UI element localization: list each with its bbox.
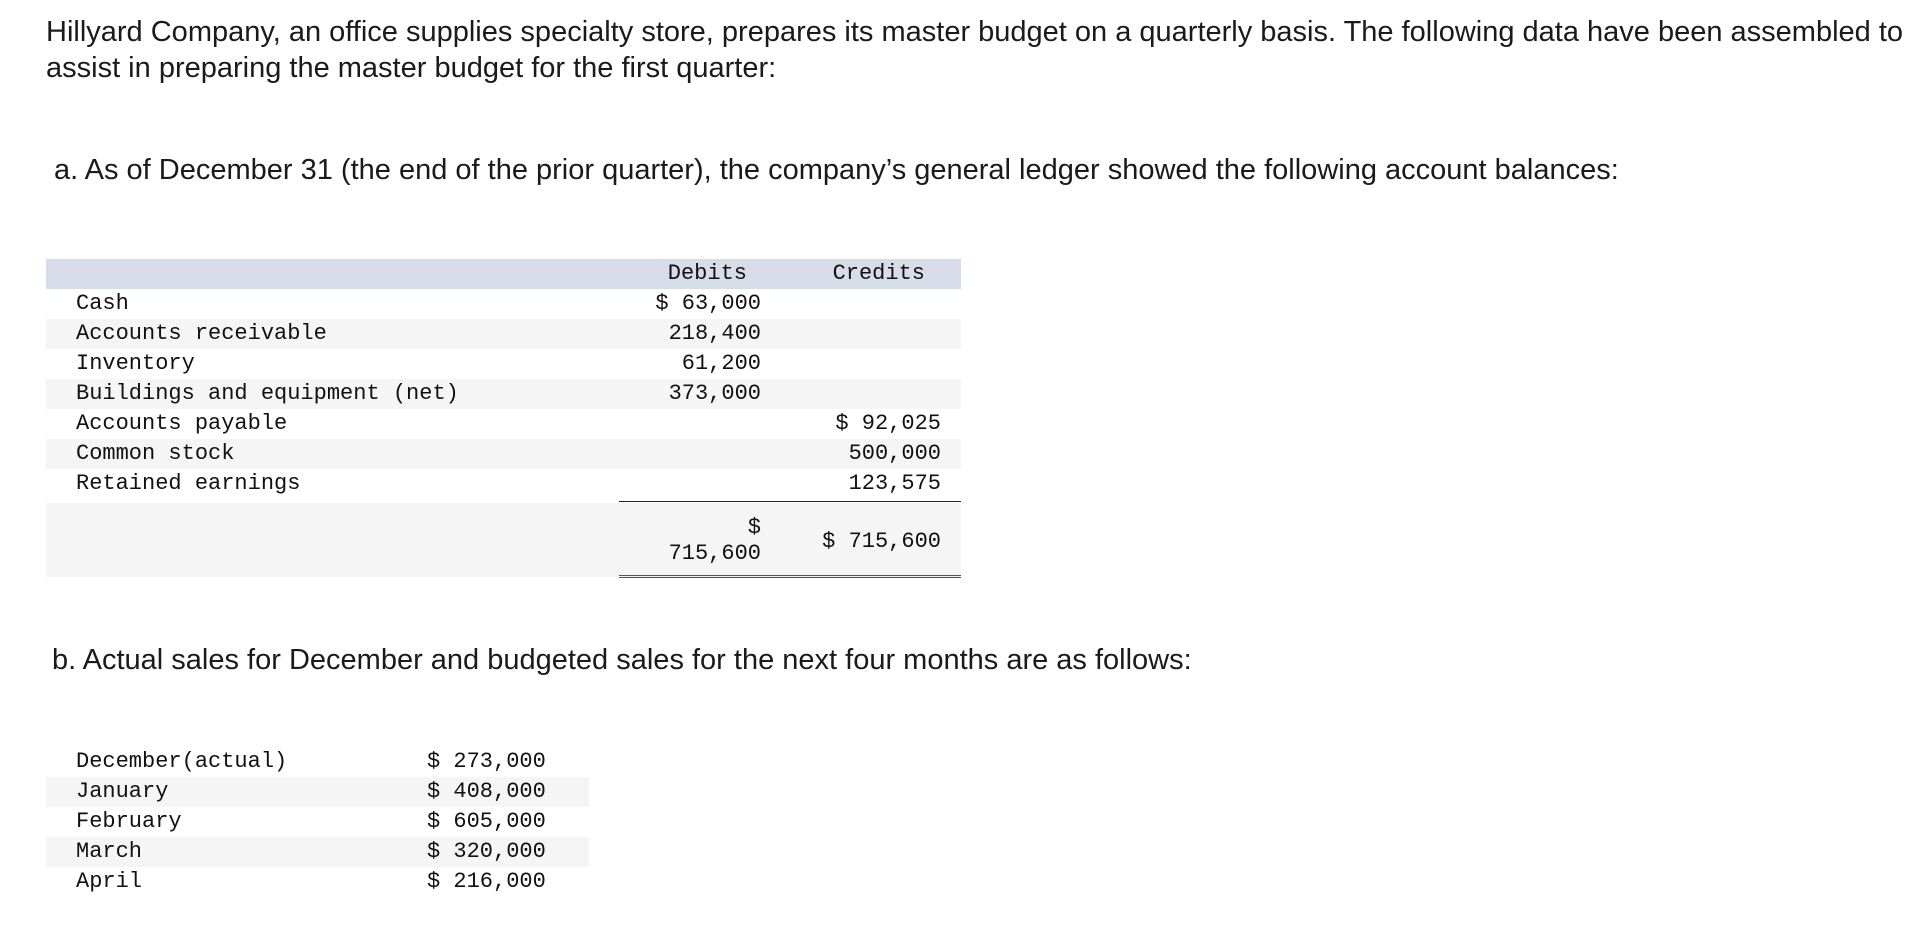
- table-row: [46, 469, 961, 499]
- credit-value: 123,575: [848, 471, 941, 496]
- table-row: [46, 409, 961, 439]
- ledger-header-row: [46, 259, 961, 289]
- credit-value: $ 92,025: [835, 411, 941, 436]
- credit-value: 500,000: [848, 441, 941, 466]
- double-underline: [619, 575, 961, 578]
- sales-value: $ 273,000: [427, 749, 546, 774]
- debit-value: 373,000: [668, 381, 761, 406]
- sales-value: $ 408,000: [427, 779, 546, 804]
- total-debit-value: 715,600: [668, 541, 761, 566]
- total-rule: [619, 501, 961, 502]
- sales-value: $ 216,000: [427, 869, 546, 894]
- table-row: [46, 349, 961, 379]
- sales-value: $ 320,000: [427, 839, 546, 864]
- table-row: [46, 837, 589, 867]
- account-label: Accounts payable: [76, 411, 288, 436]
- account-label: Common stock: [76, 441, 235, 466]
- part-a-heading: a. As of December 31 (the end of the prior quarter), the company’s general ledger showed the following account balances:: [54, 154, 1619, 186]
- account-label: Accounts receivable: [76, 321, 327, 346]
- part-b-heading: b. Actual sales for December and budgeted sales for the next four months are as follows:: [52, 644, 1192, 676]
- credits-header: Credits: [832, 261, 925, 286]
- table-row: [46, 379, 961, 409]
- month-label: March: [76, 839, 143, 864]
- debit-value: $ 63,000: [655, 291, 761, 316]
- table-row: [46, 319, 961, 349]
- account-label: Inventory: [76, 351, 195, 376]
- table-row: [46, 439, 961, 469]
- debits-header: Debits: [667, 261, 747, 286]
- month-label: January: [76, 779, 169, 804]
- table-row: [46, 289, 961, 319]
- total-credit-value: $ 715,600: [822, 529, 941, 554]
- sales-value: $ 605,000: [427, 809, 546, 834]
- table-row: [46, 747, 589, 777]
- table-row: [46, 777, 589, 807]
- intro-paragraph: Hillyard Company, an office supplies specialty store, prepares its master budget on a quarterly basis. The following data have been assembled to assist in preparing the master budget for the first quarter:: [46, 16, 1904, 84]
- sales-table: [46, 747, 589, 897]
- month-label: February: [76, 809, 182, 834]
- debit-value: 61,200: [681, 351, 761, 376]
- month-label: December(actual): [76, 749, 288, 774]
- account-label: Buildings and equipment (net): [76, 381, 459, 406]
- account-label: Cash: [76, 291, 129, 316]
- table-row: [46, 807, 589, 837]
- ledger-table: [46, 259, 961, 577]
- total-debit-symbol: $: [747, 515, 761, 540]
- month-label: April: [76, 869, 143, 894]
- debit-value: 218,400: [668, 321, 761, 346]
- table-row: [46, 867, 589, 897]
- account-label: Retained earnings: [76, 471, 301, 496]
